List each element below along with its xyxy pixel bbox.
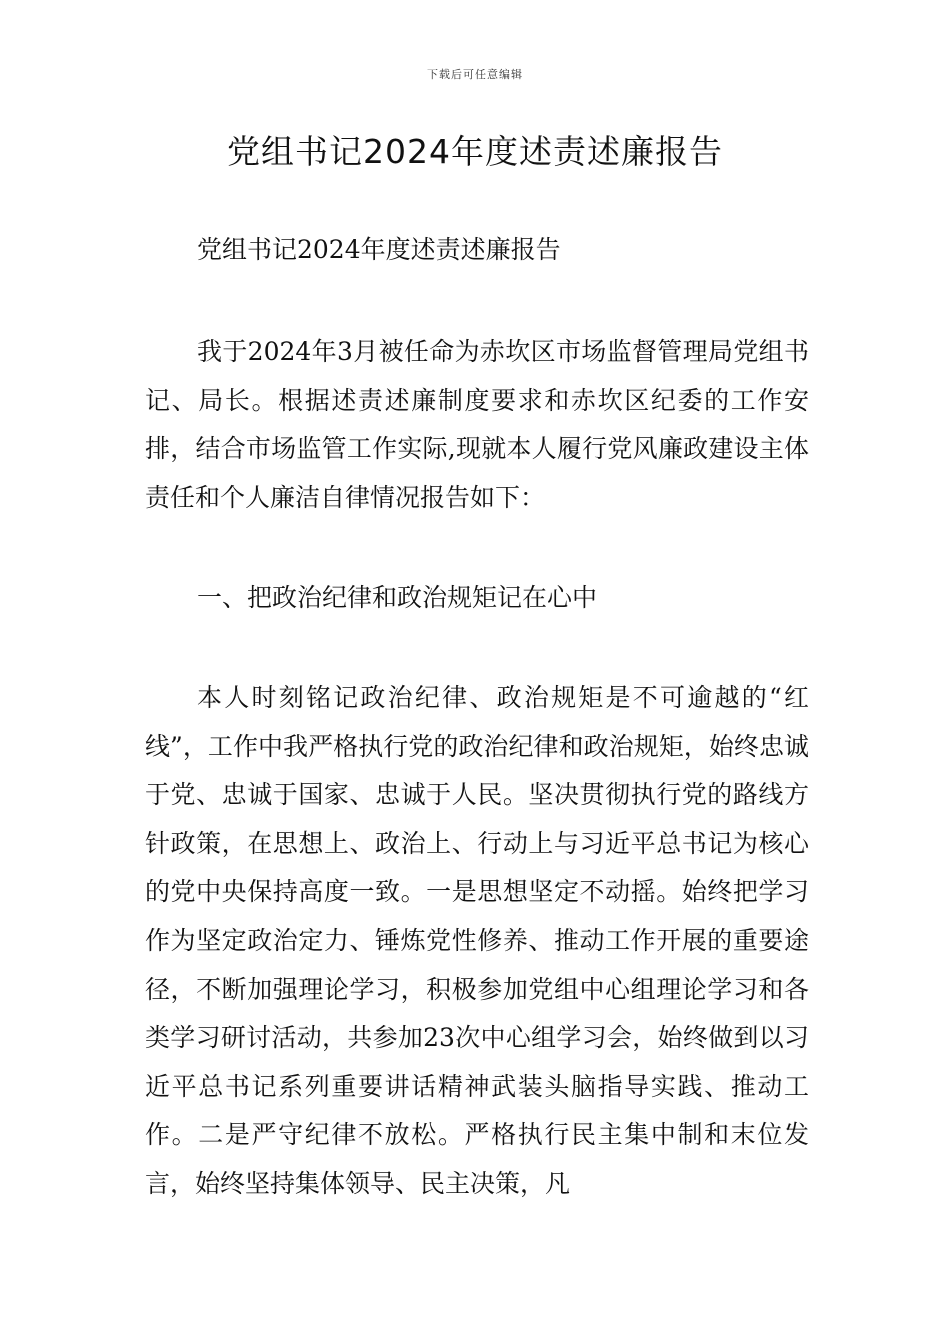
document-subtitle: 党组书记2024年度述责述廉报告	[197, 235, 561, 264]
section-heading-1: 一、把政治纪律和政治规矩记在心中	[197, 583, 598, 612]
intro-paragraph: 我于2024年3月被任命为赤坎区市场监督管理局党组书记、局长。根据述责述廉制度要求和赤坎区纪委的工作安排，结合市场监管工作实际,现就本人履行党风廉政建设主体责任和个人廉洁自律情况报告如下：	[145, 337, 809, 512]
section-body-1: 本人时刻铭记政治纪律、政治规矩是不可逾越的“红线”，工作中我严格执行党的政治纪律和政治规矩，始终忠诚于党、忠诚于国家、忠诚于人民。坚决贯彻执行党的路线方针政策，在思想上、政治上、行动上与习近平总书记为核心的党中央保持高度一致。一是思想坚定不动摇。始终把学习作为坚定政治定力、锤炼党性修养、推动工作开展的重要途径，不断加强理论学习，积极参加党组中心组理论学习和各类学习研讨活动，共参加23次中心组学习会，始终做到以习近平总书记系列重要讲话精神武装头脑指导实践、推动工作。二是严守纪律不放松。严格执行民主集中制和末位发言，始终坚持集体领导、民主决策，凡	[145, 683, 809, 1198]
document-title: 党组书记2024年度述责述廉报告	[227, 132, 723, 171]
header-note: 下载后可任意编辑	[427, 68, 523, 81]
